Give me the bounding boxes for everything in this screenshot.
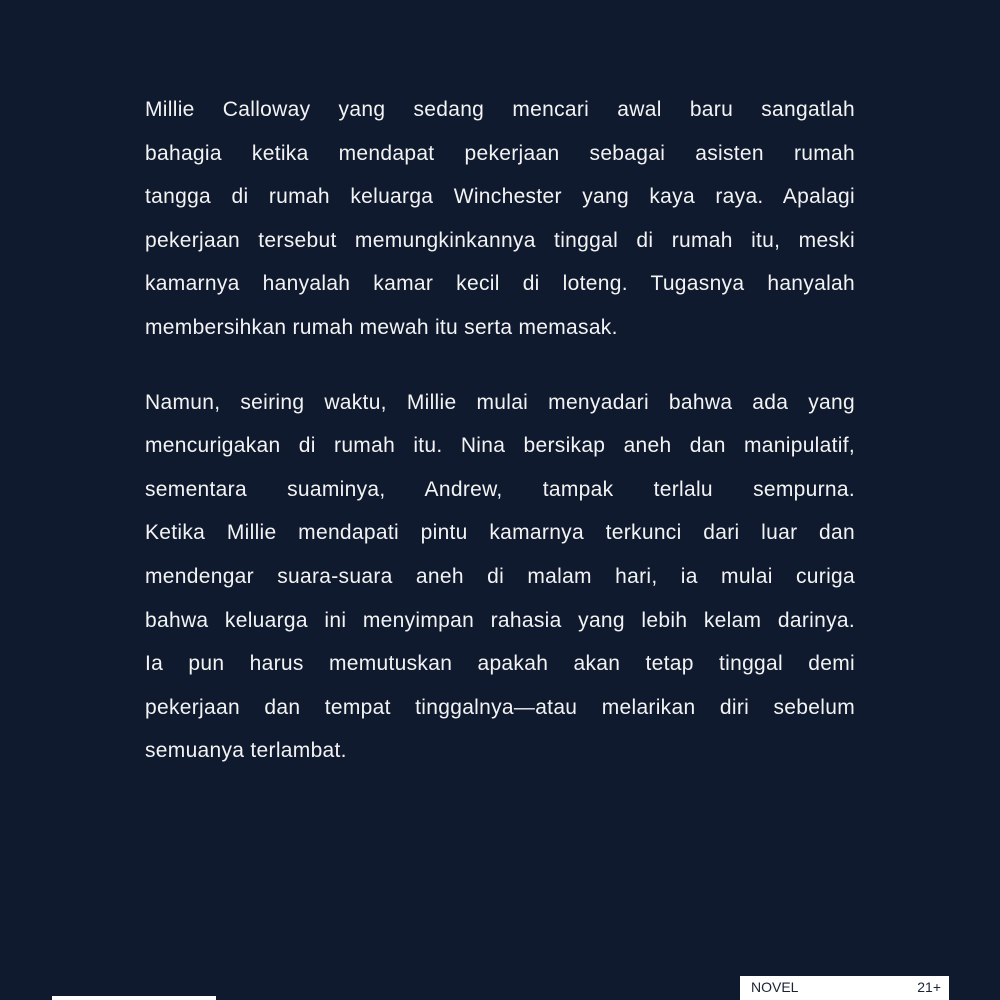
synopsis-line: mencurigakan di rumah itu. Nina bersikap aneh dan manipulatif, xyxy=(145,434,855,458)
genre-label: NOVEL xyxy=(751,979,799,995)
barcode-strip-edge xyxy=(52,996,216,1000)
age-rating-label: 21+ xyxy=(917,979,941,995)
synopsis-line: bahwa keluarga ini menyimpan rahasia yang lebih kelam darinya. xyxy=(145,608,855,632)
synopsis-line: pekerjaan tersebut memungkinkannya tinggal di rumah itu, meski xyxy=(145,228,855,252)
synopsis-line: Millie Calloway yang sedang mencari awal baru sangatlah xyxy=(145,98,855,121)
synopsis-paragraph-2 xyxy=(145,381,855,773)
synopsis-paragraph-1 xyxy=(145,88,855,350)
synopsis-line: mendengar suara-suara aneh di malam hari, ia mulai curiga xyxy=(145,564,855,588)
synopsis-line: Namun, seiring waktu, Millie mulai menyadari bahwa ada yang xyxy=(145,390,855,414)
synopsis xyxy=(145,88,855,804)
synopsis-line: kamarnya hanyalah kamar kecil di loteng. Tugasnya hanyalah xyxy=(145,272,855,296)
synopsis-line: bahagia ketika mendapat pekerjaan sebagai asisten rumah xyxy=(145,141,855,165)
synopsis-line: Ketika Millie mendapati pintu kamarnya terkunci dari luar dan xyxy=(145,521,855,545)
synopsis-line: membersihkan rumah mewah itu serta memasak. xyxy=(145,315,618,339)
genre-rating-label xyxy=(740,976,949,1000)
synopsis-line: tangga di rumah keluarga Winchester yang kaya raya. Apalagi xyxy=(145,185,855,209)
synopsis-line: pekerjaan dan tempat tinggalnya—atau melarikan diri sebelum xyxy=(145,695,855,719)
synopsis-line: Ia pun harus memutuskan apakah akan tetap tinggal demi xyxy=(145,652,855,676)
synopsis-line: sementara suaminya, Andrew, tampak terlalu sempurna. xyxy=(145,477,855,501)
synopsis-line: semuanya terlambat. xyxy=(145,739,347,763)
